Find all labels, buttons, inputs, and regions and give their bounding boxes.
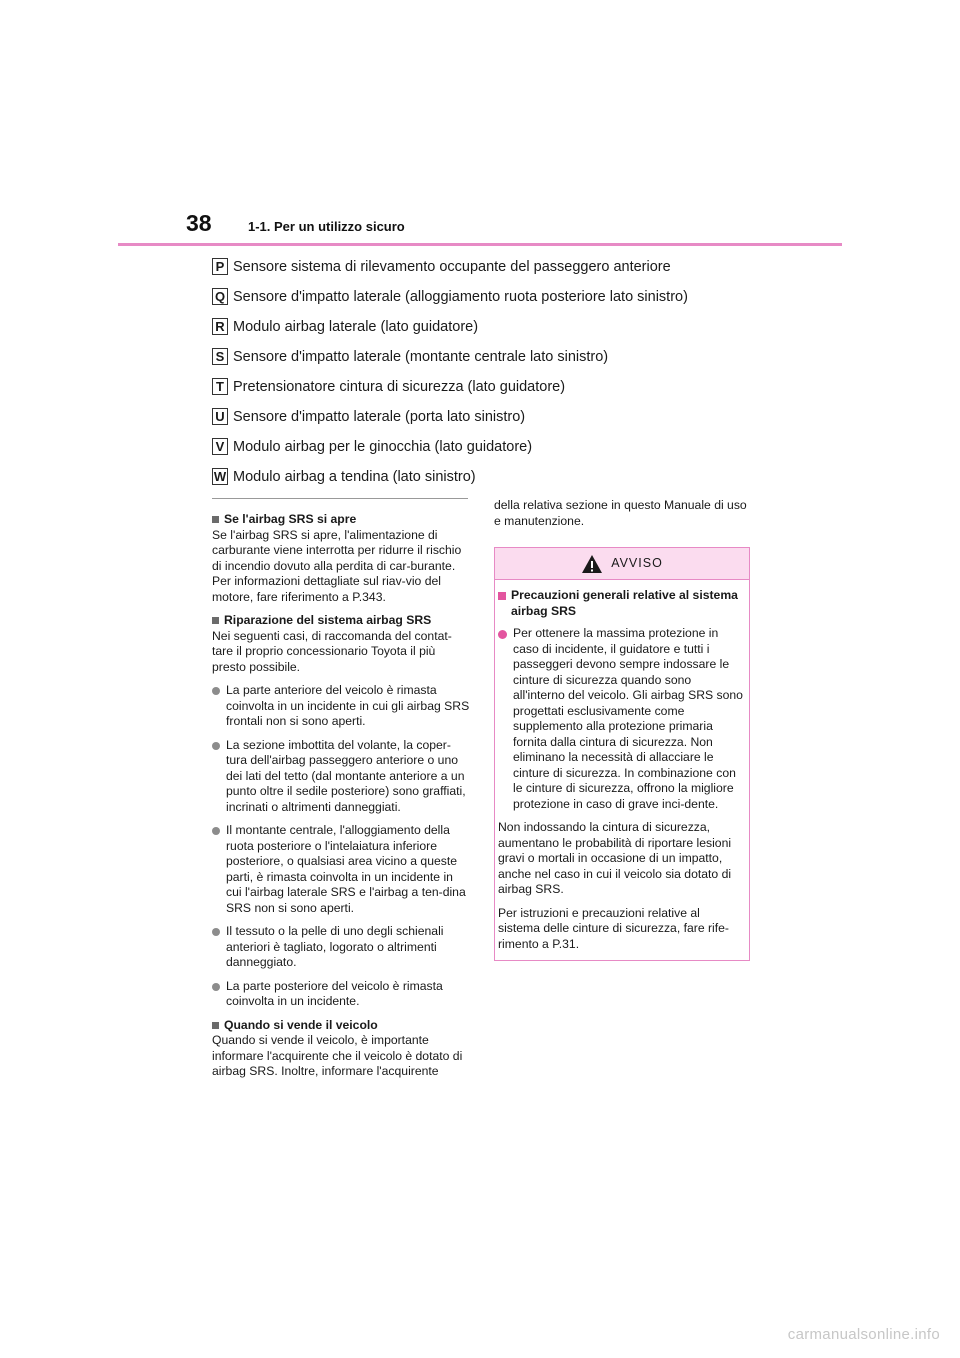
chapter-title: 1-1. Per un utilizzo sicuro <box>248 219 405 234</box>
paragraph: Se l'airbag SRS si apre, l'alimentazione di carburante viene interrotta per ridurre il rischio di incendio dovuto alla perdita di car-burante. Per informazioni dettagliate sul riav-vio del motore, fare riferimento a P.343. <box>212 527 462 604</box>
legend-letter: S <box>212 348 228 365</box>
paragraph: Quando si vende il veicolo, è importante informare l'acquirente che il veicolo è dotato di airbag SRS. Inoltre, informare l'acquirente <box>212 1033 463 1078</box>
circle-bullet-icon <box>498 630 507 639</box>
legend-letter: W <box>213 469 227 484</box>
bullet-text: La parte posteriore del veicolo è rimasta coinvolta in un incidente. <box>226 978 443 1008</box>
legend-letter: U <box>212 408 228 425</box>
circle-bullet-icon <box>212 827 220 835</box>
bullet-item <box>212 683 470 730</box>
legend-letter: T <box>212 378 228 395</box>
circle-bullet-icon <box>212 687 220 695</box>
legend-item <box>212 406 688 427</box>
warning-header <box>495 548 749 580</box>
circle-bullet-icon <box>212 928 220 936</box>
bullet-item <box>212 924 470 971</box>
warning-box <box>494 547 750 961</box>
legend-letter: P <box>212 258 228 275</box>
paragraph: della relativa sezione in questo Manuale di uso e manutenzione. <box>494 498 747 528</box>
legend-text: Sensore d'impatto laterale (montante centrale lato sinistro) <box>233 348 609 365</box>
paragraph: Nei seguenti casi, di raccomanda del contat-tare il proprio concessionario Toyota il più presto possibile. <box>212 628 452 674</box>
section-title-text: Quando si vende il veicolo <box>224 1017 378 1032</box>
legend-text: Pretensionatore cintura di sicurezza (lato guidatore) <box>233 378 566 395</box>
bullet-text: Il tessuto o la pelle di uno degli schienali anteriori è tagliato, logorato o altrimenti danneggiato. <box>226 924 444 969</box>
legend-text: Modulo airbag a tendina (lato sinistro) <box>233 468 476 485</box>
section-divider <box>212 498 468 499</box>
legend-text: Modulo airbag per le ginocchia (lato guidatore) <box>233 438 533 455</box>
warning-title <box>498 588 743 619</box>
circle-bullet-icon <box>212 983 220 991</box>
legend-item <box>212 316 688 337</box>
square-bullet-icon <box>212 516 219 523</box>
section-title-text: Se l'airbag SRS si apre <box>224 512 357 526</box>
legend-letter: V <box>212 438 228 455</box>
warning-label: AVVISO <box>611 555 663 570</box>
watermark: carmanualsonline.info <box>787 1326 940 1343</box>
bullet-text: La parte anteriore del veicolo è rimasta coinvolta in un incidente in cui gli airbag SRS frontali non si sono aperti. <box>226 683 470 728</box>
section-title-text: Riparazione del sistema airbag SRS <box>224 613 432 627</box>
warning-triangle-icon <box>581 554 603 574</box>
component-legend <box>212 256 688 496</box>
left-column <box>212 512 470 1088</box>
legend-item <box>212 346 688 367</box>
legend-letter: Q <box>212 288 228 305</box>
legend-item <box>212 286 688 307</box>
header-rule <box>118 243 842 246</box>
legend-item <box>212 466 688 487</box>
square-bullet-icon <box>498 592 506 600</box>
bullet-item <box>498 626 743 812</box>
circle-bullet-icon <box>212 742 220 750</box>
legend-text: Sensore d'impatto laterale (alloggiamento ruota posteriore lato sinistro) <box>233 288 688 305</box>
bullet-text: La sezione imbottita del volante, la coper-tura dell'airbag passeggero anteriore o uno dei lati del tetto (dal montante anteriore a un punto oltre il sedile posteriore) sono graffiati, incrinati o altrimenti danneggiati. <box>226 737 466 814</box>
legend-letter: R <box>212 318 228 335</box>
bullet-item <box>212 738 470 816</box>
paragraph: Non indossando la cintura di sicurezza, aumentano le probabilità di riportare lesioni gravi o mortali in occasione di un impatto, anche nel caso in cui il veicolo sia dotato di airbag SRS. <box>498 820 732 896</box>
legend-item <box>212 436 688 457</box>
square-bullet-icon <box>212 1022 219 1029</box>
section-title <box>212 512 470 528</box>
section-title <box>212 613 470 629</box>
bullet-text: Per ottenere la massima protezione in caso di incidente, il guidatore e tutti i passeggeri devono sempre indossare le cinture di sicurezza quando sono all'interno del veicolo. Gli airbag SRS sono progettati esclusivamente come supplemento alla protezione primaria fornita dalla cintura di sicurezza. Non eliminano la necessità di allacciare le cinture di sicurezza. In combinazione con le cinture di sicurezza, offrono la migliore protezione in caso di grave inci-dente. <box>513 626 743 811</box>
right-column <box>494 498 752 961</box>
bullet-item <box>212 979 470 1010</box>
legend-text: Modulo airbag laterale (lato guidatore) <box>233 318 479 335</box>
bullet-item <box>212 823 470 916</box>
legend-item <box>212 256 688 277</box>
paragraph: Per istruzioni e precauzioni relative al sistema delle cinture di sicurezza, fare rife-rimento a P.31. <box>498 905 729 951</box>
bullet-text: Il montante centrale, l'alloggiamento della ruota posteriore o l'intelaiatura inferiore posteriore, o qualsiasi area vicino a queste parti, è rimasta coinvolta in un incidente in cui l'airbag laterale SRS e l'airbag a ten-dina SRS non si sono aperti. <box>226 823 466 915</box>
page-number: 38 <box>186 210 212 236</box>
legend-text: Sensore sistema di rilevamento occupante del passeggero anteriore <box>233 258 671 275</box>
warning-title-text: Precauzioni generali relative al sistema airbag SRS <box>511 588 738 618</box>
section-title <box>212 1018 470 1034</box>
legend-text: Sensore d'impatto laterale (porta lato sinistro) <box>233 408 526 425</box>
warning-body <box>495 580 749 960</box>
legend-item <box>212 376 688 397</box>
square-bullet-icon <box>212 617 219 624</box>
